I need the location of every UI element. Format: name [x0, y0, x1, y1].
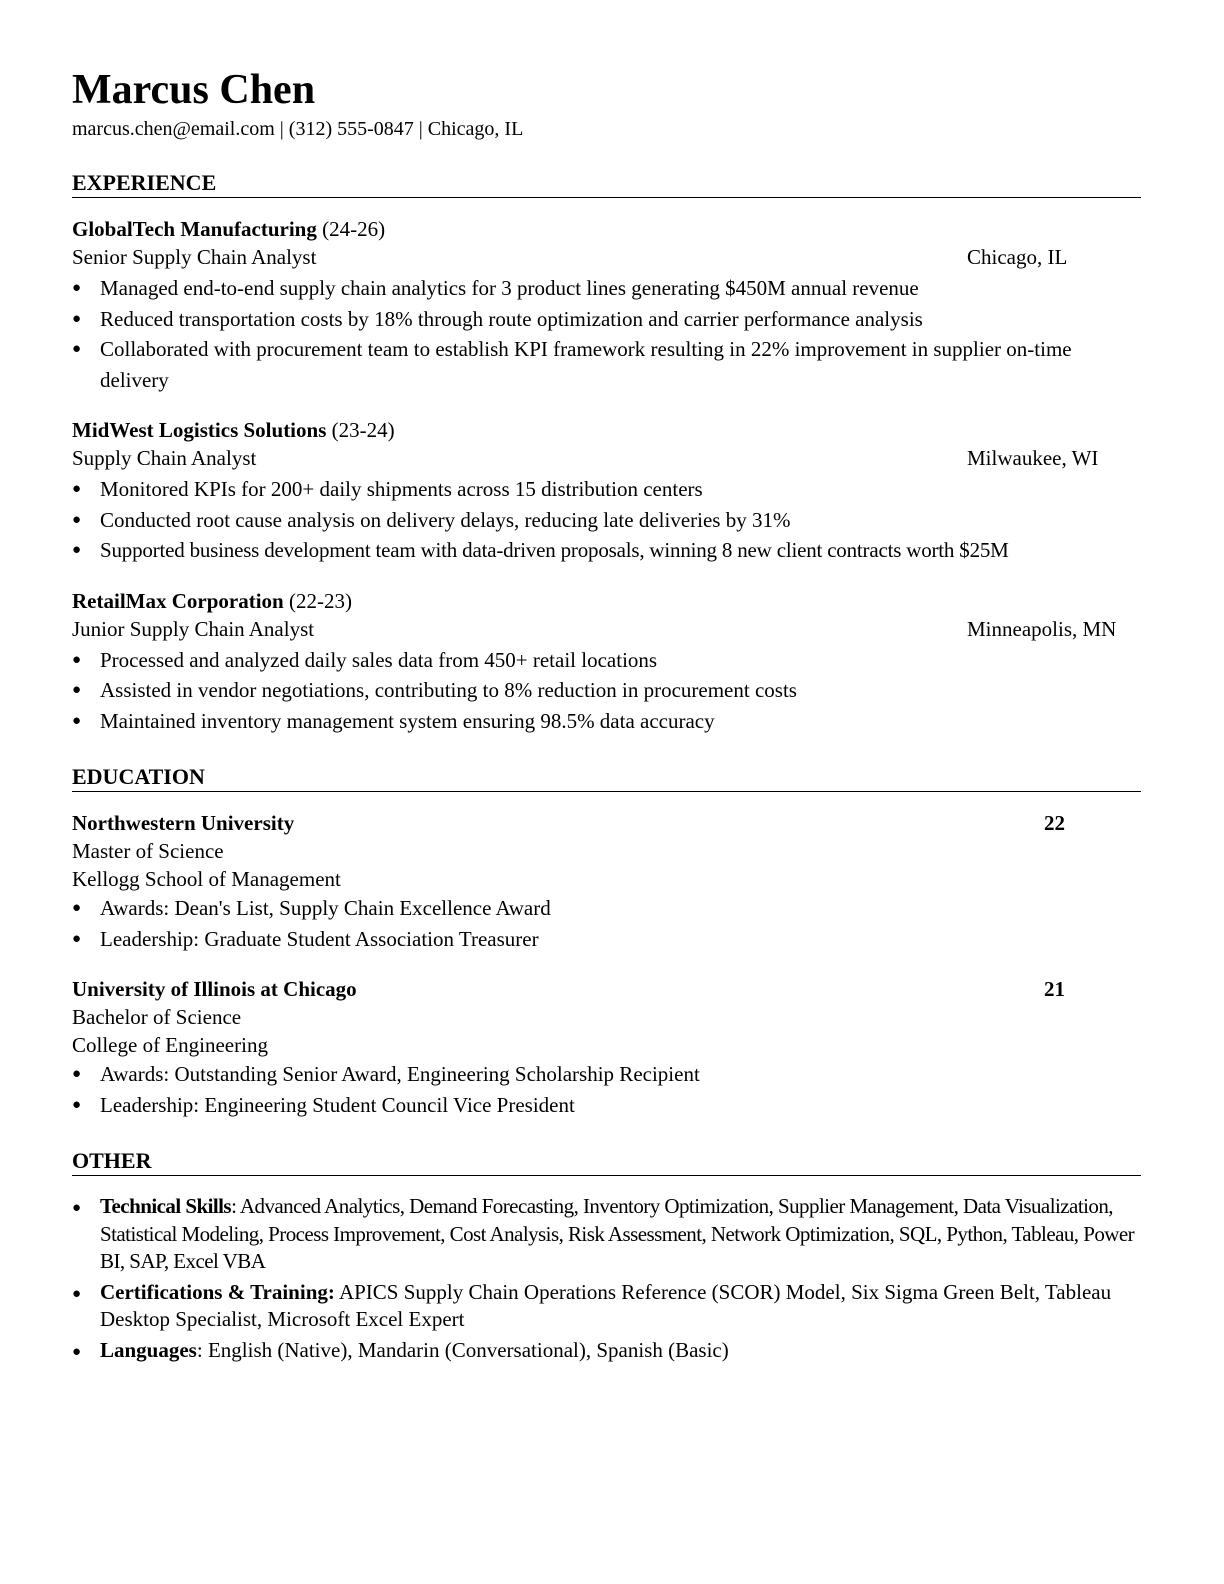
list-item: ● Supported business development team with data-driven proposals, winning 8 new client contracts worth $25M — [72, 535, 1141, 566]
degree: Bachelor of Science — [72, 1005, 242, 1029]
job-bullets — [72, 273, 1141, 395]
education-bullets — [72, 1059, 1141, 1120]
company-name: MidWest Logistics Solutions — [72, 418, 327, 442]
bullet-icon: ● — [72, 511, 82, 528]
list-item: ● Processed and analyzed daily sales data from 450+ retail locations — [72, 645, 1141, 676]
graduation-year: 22 — [1044, 811, 1065, 835]
contact-line: marcus.chen@email.com | (312) 555-0847 | Chicago, IL — [72, 118, 524, 140]
item-label: Technical Skills — [100, 1194, 232, 1218]
list-item: ● Leadership: Graduate Student Association Treasurer — [72, 924, 1141, 955]
section-heading-other: OTHER — [72, 1148, 1141, 1176]
education-entry — [72, 975, 1141, 1120]
list-item: ● Managed end-to-end supply chain analytics for 3 product lines generating $450M annual revenue — [72, 273, 1141, 304]
item-label: Certifications & Training: — [100, 1279, 335, 1304]
list-item: ● Reduced transportation costs by 18% through route optimization and carrier performance analysis — [72, 304, 1141, 335]
job-title-row — [72, 444, 1141, 472]
college: Kellogg School of Management — [72, 867, 341, 891]
item-label: Languages — [100, 1337, 197, 1362]
list-item: ● Awards: Dean's List, Supply Chain Excellence Award — [72, 893, 1141, 924]
job-dates: (22-23) — [288, 588, 352, 613]
list-item: ● Technical Skills: Advanced Analytics, Demand Forecasting, Inventory Optimization, Supplier Management, Data Visualization, Statistical Modeling, Process Improvement, Cost Analysis, Risk Assessment, Network Optimization, SQL, Python, Tableau, Power BI, SAP, Excel VBA — [72, 1194, 1135, 1273]
school-row — [72, 975, 1141, 1003]
education-section — [72, 764, 1141, 1120]
job-title: Senior Supply Chain Analyst — [72, 245, 317, 269]
bullet-icon: ● — [72, 481, 82, 497]
list-item: ● Collaborated with procurement team to establish KPI framework resulting in 22% improvement in supplier on-time delivery — [72, 334, 1141, 395]
job-bullets — [72, 645, 1141, 737]
bullet-icon: ● — [72, 1285, 82, 1302]
degree: Master of Science — [72, 839, 224, 863]
job-bullets — [72, 474, 1141, 566]
experience-section — [72, 170, 1141, 736]
list-item: ● Awards: Outstanding Senior Award, Engineering Scholarship Recipient — [72, 1059, 1141, 1090]
education-bullets — [72, 893, 1141, 954]
job-header — [72, 587, 1141, 615]
education-entry — [72, 809, 1141, 954]
section-heading-education: EDUCATION — [72, 764, 1141, 792]
resume-page — [72, 64, 1141, 1367]
list-item: ● Conducted root cause analysis on delivery delays, reducing late deliveries by 31% — [72, 505, 1141, 536]
job-location: Minneapolis, MN — [967, 616, 1117, 641]
job-title: Supply Chain Analyst — [72, 446, 257, 470]
job-header — [72, 416, 1141, 444]
job-title: Junior Supply Chain Analyst — [72, 616, 315, 641]
bullet-icon: ● — [72, 310, 82, 327]
bullet-icon: ● — [72, 1200, 81, 1216]
school-name: University of Illinois at Chicago — [72, 977, 357, 1001]
job-title-row — [72, 615, 1141, 643]
bullet-icon: ● — [72, 682, 82, 698]
college: College of Engineering — [72, 1033, 268, 1057]
list-item: ● Certifications & Training: APICS Supply Chain Operations Reference (SCOR) Model, Six Sigma Green Belt, Tableau Desktop Specialist, Microsoft Excel Expert — [72, 1279, 1112, 1331]
job-entry — [72, 416, 1141, 566]
list-item: ● Monitored KPIs for 200+ daily shipments across 15 distribution centers — [72, 474, 1141, 505]
school-name: Northwestern University — [72, 811, 295, 835]
bullet-icon: ● — [72, 1066, 82, 1082]
bullet-icon: ● — [72, 542, 81, 558]
candidate-name: Marcus Chen — [72, 67, 316, 113]
bullet-icon: ● — [72, 1096, 82, 1113]
job-dates: (23-24) — [331, 418, 395, 442]
company-name: GlobalTech Manufacturing — [72, 217, 317, 241]
job-location: Milwaukee, WI — [967, 446, 1099, 470]
bullet-icon: ● — [72, 651, 82, 668]
bullet-icon: ● — [72, 900, 82, 916]
job-entry — [72, 215, 1141, 395]
list-item: ● Leadership: Engineering Student Council Vice President — [72, 1090, 1141, 1121]
bullet-icon: ● — [72, 341, 82, 357]
bullet-icon: ● — [72, 930, 82, 947]
job-header — [72, 215, 1141, 243]
other-bullets — [72, 1193, 1141, 1364]
list-item: ● Assisted in vendor negotiations, contributing to 8% reduction in procurement costs — [72, 675, 1141, 706]
other-section — [72, 1148, 1141, 1364]
company-name: RetailMax Corporation — [72, 588, 284, 613]
job-entry — [72, 587, 1141, 737]
section-heading-experience: EXPERIENCE — [72, 170, 1141, 198]
list-item: ● Maintained inventory management system ensuring 98.5% data accuracy — [72, 706, 1141, 737]
list-item: ● Languages: English (Native), Mandarin (Conversational), Spanish (Basic) — [72, 1337, 1141, 1365]
graduation-year: 21 — [1044, 977, 1065, 1001]
job-title-row — [72, 243, 1141, 271]
job-location: Chicago, IL — [967, 245, 1068, 269]
job-dates: (24-26) — [322, 217, 386, 241]
bullet-icon: ● — [72, 1343, 82, 1360]
bullet-icon: ● — [72, 280, 82, 296]
bullet-icon: ● — [72, 712, 82, 729]
school-row — [72, 809, 1141, 837]
